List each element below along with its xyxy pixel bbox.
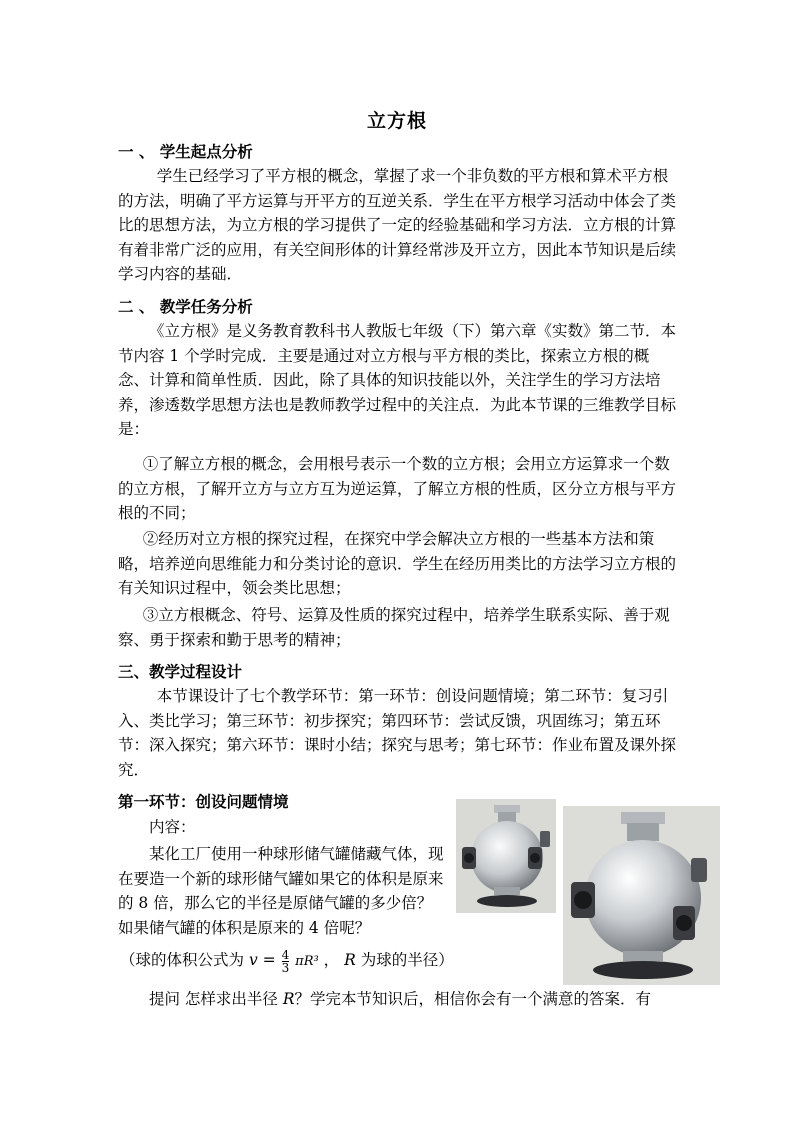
fraction-denominator: 3	[281, 960, 290, 975]
page-title: 立方根	[366, 110, 427, 132]
tank-photo-large	[563, 806, 720, 985]
goal-2	[118, 527, 678, 601]
problem-paragraph	[118, 842, 444, 940]
goal-1	[118, 452, 678, 526]
step-1-heading: 第一环节：创设问题情境	[118, 792, 289, 811]
goal-text: ①了解立方根的概念，会用根号表示一个数的立方根；会用立方运算求一个数的立方根，了解开立方与立方互为逆运算，了解立方根的性质，区分立方根与平方根的不同；	[118, 455, 677, 522]
goal-text: ②经历对立方根的探究过程，在探究中学会解决立方根的一些基本方法和策略，培养逆向思维能力和分类讨论的意识．学生在经历用类比的方法学习立方根的有关知识过程中，领会类比思想；	[118, 530, 677, 597]
section-heading-3: 三、教学过程设计	[118, 662, 243, 681]
content-label: 内容：	[149, 818, 196, 836]
section-1-paragraph	[118, 164, 678, 287]
formula-fraction	[282, 949, 290, 974]
formula-tail: 为球的半径）	[360, 951, 454, 969]
problem-text: 某化工厂使用一种球形储气罐储藏气体，现在要造一个新的球形储气罐如果它的体积是原来的 8 倍，那么它的半径是原储气罐的多少倍？如果储气罐的体积是原来的 4 倍呢？	[118, 845, 444, 937]
paragraph-text: 本节课设计了七个教学环节：第一环节：创设问题情境；第二环节：复习引入、类比学习；第三环节：初步探究；第四环节：尝试反馈，巩固练习；第五环节：深入探究；第六环节：课时小结；探究与思考；第七环节：作业布置及课外探究．	[118, 687, 677, 779]
section-heading-1: 一 、 学生起点分析	[118, 142, 253, 161]
question-r: R	[282, 990, 295, 1008]
spherical-tank-image	[563, 806, 720, 985]
formula-comma: ，	[323, 951, 340, 969]
paragraph-text: 学生已经学习了平方根的概念，掌握了求一个非负数的平方根和算术平方根的方法，明确了平方运算与开平方的互逆关系．学生在平方根学习活动中体会了类比的思想方法，为立方根的学习提供了一定的经验基础和学习方法．立方根的计算有着非常广泛的应用，有关空间形体的计算经常涉及开立方，因此本节知识是后续学习内容的基础．	[118, 167, 677, 283]
spherical-tank-image	[456, 799, 556, 913]
formula-pi-r-cubed: πR³	[295, 954, 319, 969]
question-line	[118, 987, 688, 1012]
goal-3	[118, 603, 678, 652]
question-part-b: ？学完本节知识后，相信你会有一个满意的答案．有	[294, 990, 652, 1008]
formula-equals: =	[262, 951, 276, 969]
formula-prefix: （球的体积公式为	[120, 951, 245, 969]
tank-photo-small	[456, 799, 556, 913]
section-3-paragraph	[118, 684, 678, 782]
formula-v: v	[248, 951, 258, 969]
section-heading-2: 二 、 教学任务分析	[118, 297, 253, 316]
formula-r: R	[344, 951, 356, 969]
paragraph-text: 《立方根》是义务教育教科书人教版七年级（下）第六章《实数》第二节．本节内容 1 个学时完成．主要是通过对立方根与平方根的类比，探索立方根的概念、计算和简单性质．因此，除了具体的知识技能以外，关注学生的学习方法培养，渗透数学思想方法也是教师教学过程中的关注点．为此本节课的三维教学目标是：	[118, 322, 677, 438]
goal-text: ③立方根概念、符号、运算及性质的探究过程中，培养学生联系实际、善于观察、勇于探索和勤于思考的精神；	[118, 606, 670, 649]
fraction-numerator: 4	[281, 947, 290, 962]
content-label-row	[118, 815, 448, 840]
formula-line	[120, 948, 460, 975]
section-2-paragraph	[118, 319, 678, 442]
question-part-a: 提问 怎样求出半径	[149, 990, 278, 1008]
